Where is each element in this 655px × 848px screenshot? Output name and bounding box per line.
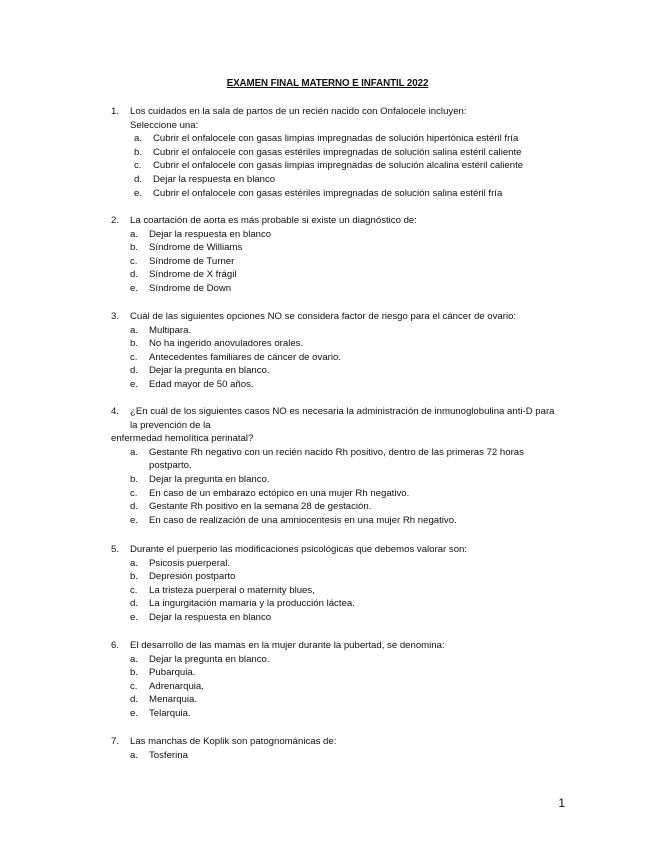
option-item bbox=[111, 268, 561, 282]
option-item bbox=[111, 584, 561, 598]
option-item bbox=[111, 282, 561, 296]
option-item bbox=[111, 653, 561, 667]
question-number: 6. bbox=[111, 640, 120, 651]
question-stem: Cuál de las siguientes opciones NO se considera factor de riesgo para el cáncer de ovario: bbox=[130, 311, 517, 322]
page-number: 1 bbox=[558, 796, 565, 810]
option-text: Edad mayor de 50 años. bbox=[149, 378, 254, 390]
option-item bbox=[111, 228, 561, 242]
options-list bbox=[111, 132, 561, 200]
question-4 bbox=[111, 405, 561, 527]
option-text: En caso de un embarazo ectópico en una mujer Rh negativo. bbox=[149, 487, 410, 499]
option-text: Pubarquia. bbox=[149, 667, 196, 679]
question-1 bbox=[111, 105, 561, 200]
option-text: Adrenarquia, bbox=[149, 680, 204, 692]
option-text: Síndrome de X frágil bbox=[149, 269, 237, 281]
option-text: La tristeza puerperal o maternity blues, bbox=[149, 584, 315, 596]
option-text: Síndrome de Down bbox=[149, 282, 232, 294]
option-letter: e. bbox=[130, 611, 139, 623]
question-stem: La coartación de aorta es más probable si existe un diagnóstico de: bbox=[130, 215, 417, 226]
question-number: 3. bbox=[111, 311, 120, 322]
option-letter: a. bbox=[134, 133, 143, 145]
option-letter: b. bbox=[134, 146, 143, 158]
option-item bbox=[111, 749, 561, 763]
option-text: Tosferina bbox=[149, 749, 188, 761]
option-letter: c. bbox=[130, 584, 138, 596]
option-item bbox=[111, 487, 561, 501]
option-letter: e. bbox=[130, 707, 139, 719]
option-text: En caso de realización de una amniocentesis en una mujer Rh negativo. bbox=[149, 514, 457, 526]
option-letter: a. bbox=[130, 749, 139, 761]
option-item bbox=[111, 473, 561, 487]
option-item bbox=[111, 159, 561, 173]
option-letter: a. bbox=[130, 653, 139, 665]
options-list bbox=[111, 749, 561, 763]
option-item bbox=[111, 187, 561, 201]
option-letter: c. bbox=[134, 160, 142, 172]
option-text: Dejar la pregunta en blanco. bbox=[149, 473, 270, 485]
options-list bbox=[111, 228, 561, 296]
option-text: Depresión postparto bbox=[149, 571, 236, 583]
option-item bbox=[111, 666, 561, 680]
option-letter: d. bbox=[130, 694, 139, 706]
question-stem: Durante el puerperio las modificaciones psicológicas que debemos valorar son: bbox=[130, 544, 468, 555]
option-letter: e. bbox=[134, 187, 143, 199]
option-letter: d. bbox=[130, 269, 139, 281]
option-letter: d. bbox=[134, 173, 143, 185]
option-letter: d. bbox=[130, 365, 139, 377]
option-text: Dejar la pregunta en blanco. bbox=[149, 653, 270, 665]
option-text: Multipara. bbox=[149, 324, 192, 336]
option-item bbox=[111, 132, 561, 146]
option-item bbox=[111, 241, 561, 255]
option-letter: a. bbox=[130, 446, 139, 458]
option-text: Síndrome de Turner bbox=[149, 255, 235, 267]
option-letter: e. bbox=[130, 514, 139, 526]
option-letter: b. bbox=[130, 242, 139, 254]
option-text: Telarquia. bbox=[149, 707, 191, 719]
option-letter: c. bbox=[130, 351, 138, 363]
question-7 bbox=[111, 735, 561, 762]
option-item bbox=[111, 255, 561, 269]
option-item bbox=[111, 446, 561, 473]
question-number: 4. bbox=[111, 406, 120, 417]
option-item bbox=[111, 611, 561, 625]
option-text: Cubrir el onfalocele con gasas estériles impregnadas de solución salina estéril fría bbox=[153, 187, 503, 199]
option-item bbox=[111, 351, 561, 365]
option-text: Psicosis puerperal. bbox=[149, 557, 231, 569]
question-stem: Los cuidados en la sala de partos de un recién nacido con Onfalocele incluyen: bbox=[130, 106, 467, 117]
option-letter: a. bbox=[130, 228, 139, 240]
option-text: Síndrome de Williams bbox=[149, 242, 243, 254]
option-letter: d. bbox=[130, 501, 139, 513]
option-item bbox=[111, 337, 561, 351]
option-letter: b. bbox=[130, 473, 139, 485]
option-item bbox=[111, 597, 561, 611]
option-text: Menarquia. bbox=[149, 694, 197, 706]
options-list bbox=[111, 324, 561, 392]
option-item bbox=[111, 146, 561, 160]
option-item bbox=[111, 173, 561, 187]
option-letter: e. bbox=[130, 378, 139, 390]
option-letter: c. bbox=[130, 255, 138, 267]
option-item bbox=[111, 364, 561, 378]
option-text: Cubrir el onfalocele con gasas limpias impregnadas de solución hipertónica estéril fría bbox=[153, 133, 519, 145]
question-stem: ¿En cuál de los siguientes casos NO es necesaria la administración de inmunoglobulina anti-D para la prevención de la bbox=[130, 406, 555, 431]
option-text: No ha ingerido anovuladores orales. bbox=[149, 338, 304, 350]
question-2 bbox=[111, 214, 561, 296]
option-text: Antecedentes familiares de cáncer de ovario. bbox=[149, 351, 341, 363]
question-6 bbox=[111, 639, 561, 721]
question-number: 2. bbox=[111, 215, 120, 226]
option-text: Cubrir el onfalocele con gasas limpias impregnadas de solución alcalina estéril caliente bbox=[153, 160, 524, 172]
option-letter: a. bbox=[130, 557, 139, 569]
option-item bbox=[111, 378, 561, 392]
question-number: 5. bbox=[111, 544, 120, 555]
question-instruction: Seleccione una: bbox=[130, 119, 199, 131]
option-text: Dejar la respuesta en blanco bbox=[149, 228, 272, 240]
option-text: Dejar la pregunta en blanco. bbox=[149, 365, 270, 377]
option-text: Dejar la respuesta en blanco bbox=[153, 173, 276, 185]
question-5 bbox=[111, 543, 561, 625]
option-text: Dejar la respuesta en blanco bbox=[149, 611, 272, 623]
option-letter: b. bbox=[130, 571, 139, 583]
option-item bbox=[111, 557, 561, 571]
option-item bbox=[111, 514, 561, 528]
question-stem: Las manchas de Koplik son patognománicas de: bbox=[130, 736, 337, 747]
option-letter: e. bbox=[130, 282, 139, 294]
question-3 bbox=[111, 310, 561, 392]
option-item bbox=[111, 324, 561, 338]
question-stem-continued: enfermedad hemolítica perinatal? bbox=[111, 433, 254, 445]
question-stem: El desarrollo de las mamas en la mujer durante la pubertad, se denomina: bbox=[130, 640, 445, 651]
option-text: Cubrir el onfalocele con gasas estériles impregnadas de solución salina estéril caliente bbox=[153, 146, 522, 158]
option-text: La ingurgitación mamaria y la producción láctea. bbox=[149, 598, 355, 610]
options-list bbox=[111, 653, 561, 721]
option-letter: c. bbox=[130, 487, 138, 499]
option-item bbox=[111, 707, 561, 721]
option-letter: d. bbox=[130, 598, 139, 610]
option-letter: b. bbox=[130, 338, 139, 350]
option-letter: b. bbox=[130, 667, 139, 679]
option-letter: a. bbox=[130, 324, 139, 336]
option-item bbox=[111, 570, 561, 584]
options-list bbox=[111, 557, 561, 625]
exam-title: EXAMEN FINAL MATERNO E INFANTIL 2022 bbox=[226, 78, 429, 89]
options-list bbox=[111, 446, 561, 528]
option-text: Gestante Rh positivo en la semana 28 de gestación. bbox=[149, 501, 372, 513]
option-item bbox=[111, 693, 561, 707]
question-number: 7. bbox=[111, 736, 120, 747]
question-number: 1. bbox=[111, 106, 120, 117]
option-item bbox=[111, 680, 561, 694]
option-item bbox=[111, 500, 561, 514]
option-letter: c. bbox=[130, 680, 138, 692]
option-text: Gestante Rh negativo con un recién nacido Rh positivo, dentro de las primeras 72 horas postparto. bbox=[149, 446, 524, 472]
